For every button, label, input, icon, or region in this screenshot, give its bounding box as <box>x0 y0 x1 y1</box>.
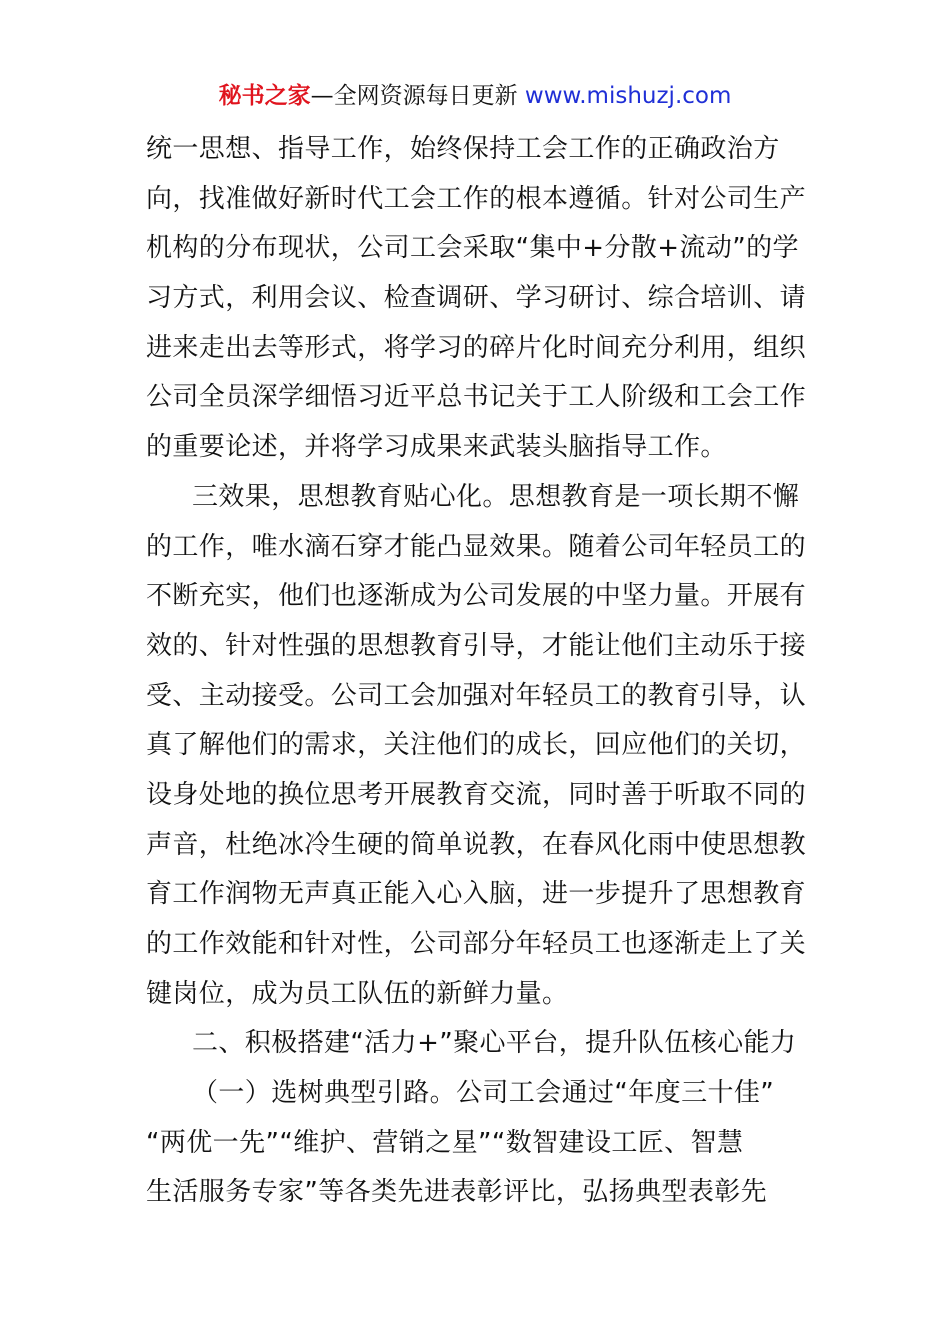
site-url-link[interactable]: www.mishuzj.com <box>524 83 732 109</box>
document-body <box>146 125 808 1218</box>
text-line: 的工作，唯水滴石穿才能凸显效果。随着公司年轻员工的 <box>146 531 807 562</box>
page-header <box>0 80 950 112</box>
text-line: 进来走出去等形式，将学习的碎片化时间充分利用，组织 <box>146 332 807 363</box>
text-line: 效的、针对性强的思想教育引导，才能让他们主动乐于接 <box>146 630 807 661</box>
text-line: 公司全员深学细悟习近平总书记关于工人阶级和工会工作 <box>146 382 807 413</box>
text-line: 统一思想、指导工作，始终保持工会工作的正确政治方 <box>146 134 780 164</box>
header-tagline: —全网资源每日更新 <box>310 83 525 109</box>
paragraph-start-line: 三效果，思想教育贴心化。思想教育是一项长期不懈 <box>192 481 800 512</box>
text-line: 向，找准做好新时代工会工作的根本遵循。针对公司生产 <box>146 183 807 214</box>
text-line: 真了解他们的需求，关注他们的成长，回应他们的关切， <box>146 730 807 761</box>
text-line: 声音，杜绝冰冷生硬的简单说教，在春风化雨中使思想教 <box>146 829 807 860</box>
text-line: 的工作效能和针对性，公司部分年轻员工也逐渐走上了关 <box>146 929 807 959</box>
text-line: 机构的分布现状，公司工会采取“集中+分散+流动”的学 <box>146 233 799 264</box>
text-line: 育工作润物无声真正能入心入脑，进一步提升了思想教育 <box>146 879 807 910</box>
text-line: 键岗位，成为员工队伍的新鲜力量。 <box>146 978 569 1009</box>
text-line: 设身处地的换位思考开展教育交流，同时善于听取不同的 <box>146 779 807 810</box>
text-line: 不断充实，他们也逐渐成为公司发展的中坚力量。开展有 <box>146 581 807 612</box>
text-line: 习方式，利用会议、检查调研、学习研讨、综合培训、请 <box>146 283 807 314</box>
section-heading: 二、积极搭建“活力+”聚心平台，提升队伍核心能力 <box>192 1028 797 1059</box>
text-line: 的重要论述，并将学习成果来武装头脑指导工作。 <box>146 432 727 463</box>
brand-name: 秘书之家 <box>218 83 311 109</box>
text-line: “两优一先”“维护、营销之星”“数智建设工匠、智慧 <box>146 1127 744 1158</box>
text-line: 受、主动接受。公司工会加强对年轻员工的教育引导，认 <box>146 680 807 711</box>
text-line: 生活服务专家”等各类先进表彰评比，弘扬典型表彰先 <box>146 1177 768 1208</box>
subsection-heading-line: （一）选树典型引路。公司工会通过“年度三十佳” <box>192 1078 775 1109</box>
